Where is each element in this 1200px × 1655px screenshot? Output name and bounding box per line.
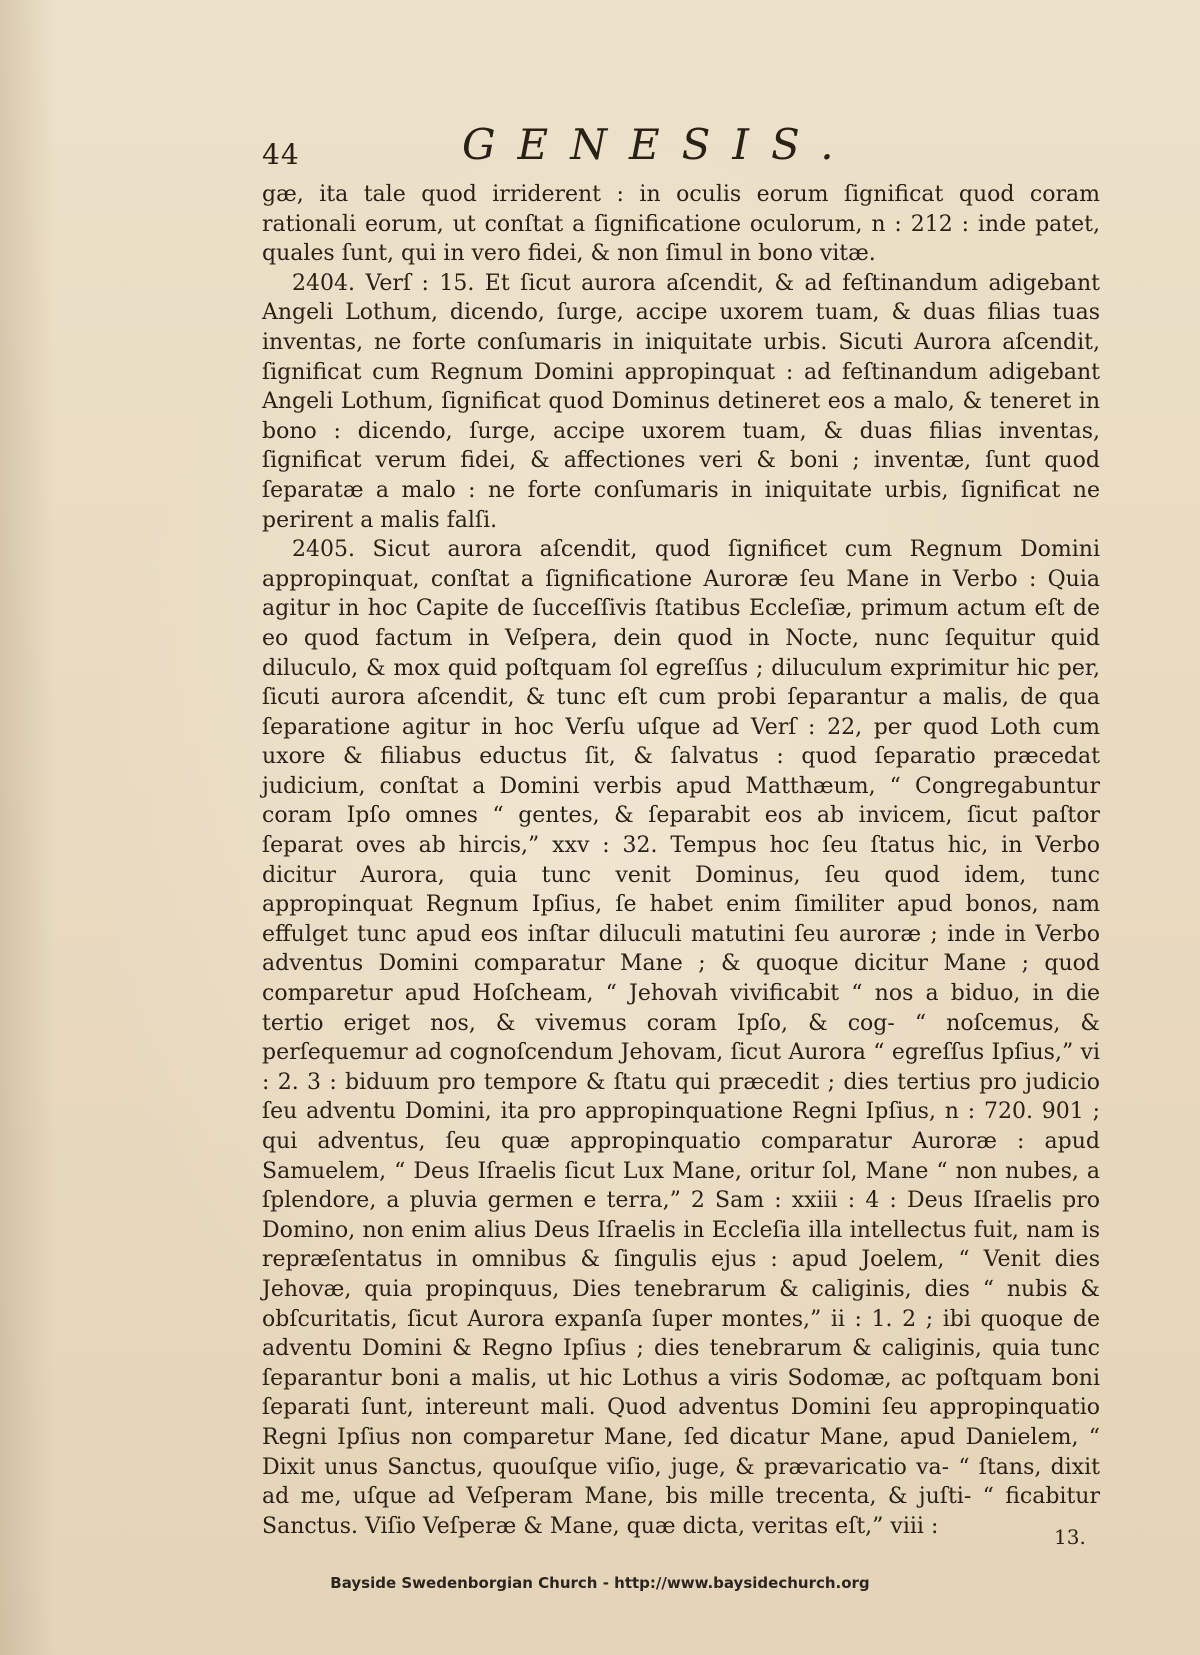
paragraph-2404: 2404. Verſ : 15. Et ſicut aurora aſcendit, & ad feſtinandum adigebant Angeli Lothum, dicendo, ſurge, accipe uxorem tuam, & duas filias tuas inventas, ne forte conſumaris in iniquitate urbis. Sicuti Aurora aſcendit, ſignificat cum Regnum Domini appropinquat : ad feſtinandum adigebant Angeli Lothum, ſignificat quod Dominus detineret eos a malo, & teneret in bono : dicendo, ſurge, accipe uxorem tuam, & duas filias inventas, ſignificat verum fidei, & affectiones veri & boni ; inventæ, ſunt quod ſeparatæ a malo : ne forte conſumaris in iniquitate urbis, ſignificat ne perirent a malis falſi. [262,270,1100,533]
running-title: GENESIS. [462,120,856,169]
page-number: 44 [262,138,300,171]
body-text [262,180,1100,1541]
page-header [262,120,1122,176]
footer-credit: Bayside Swedenborgian Church - http://www.baysidechurch.org [330,1574,870,1592]
paragraph-continuation: gæ, ita tale quod irriderent : in oculis eorum ſignificat quod coram rationali eorum, ut conſtat a ſignificatione oculorum, n : 212 : inde patet, quales ſunt, qui in vero fidei, & non ſimul in bono vitæ. [262,182,1100,267]
catchword: 13. [1054,1525,1086,1549]
paragraph-2405: 2405. Sicut aurora aſcendit, quod ſignificet cum Regnum Domini appropinquat, conſtat a ſignificatione Auroræ ſeu Mane in Verbo : Quia agitur in hoc Capite de ſucceſſivis ſtatibus Eccleſiæ, primum actum eſt de eo quod factum in Veſpera, dein quod in Nocte, nunc ſequitur quid diluculo, & mox quid poſtquam ſol egreſſus ; diluculum exprimitur hic per, ſicuti aurora aſcendit, & tunc eſt cum probi ſeparantur a malis, de qua ſeparatione agitur in hoc Verſu uſque ad Verſ : 22, per quod Loth cum uxore & filiabus eductus ſit, & ſalvatus : quod ſeparatio præcedat judicium, conſtat a Domini verbis apud Matthæum, “ Congregabuntur coram Ipſo omnes “ gentes, & ſeparabit eos ab invicem, ſicut paſtor ſeparat oves ab hircis,” xxv : 32. Tempus hoc ſeu ſtatus hic, in Verbo dicitur Aurora, quia tunc venit Dominus, ſeu quod idem, tunc appropinquat Regnum Ipſius, ſe habet enim ſimiliter apud bonos, nam effulget tunc apud eos inſtar diluculi matutini ſeu auroræ ; inde in Verbo adventus Domini comparatur Mane ; & quoque dicitur Mane ; quod comparetur apud Hoſcheam, “ Jehovah vivificabit “ nos a biduo, in die tertio eriget nos, & vivemus coram Ipſo, & cog- “ noſcemus, & perſequemur ad cognoſcendum Jehovam, ſicut Aurora “ egreſſus Ipſius,” vi : 2. 3 : biduum pro tempore & ſtatu qui præcedit ; dies tertius pro judicio ſeu adventu Domini, ita pro appropinquatione Regni Ipſius, n : 720. 901 ; qui adventus, ſeu quæ appropinquatio comparatur Auroræ : apud Samuelem, “ Deus Iſraelis ſicut Lux Mane, oritur ſol, Mane “ non nubes, a ſplendore, a pluvia germen e terra,” 2 Sam : xxiii : 4 : Deus Iſraelis pro Domino, non enim alius Deus Iſraelis in Eccleſia illa intellectus fuit, nam is repræſentatus in omnibus & ſingulis ejus : apud Joelem, “ Venit dies Jehovæ, quia propinquus, Dies tenebrarum & caliginis, dies “ nubis & obſcuritatis, ſicut Aurora expanſa ſuper montes,” ii : 1. 2 ; ibi quoque de adventu Domini & Regno Ipſius ; dies tenebrarum & caliginis, quia tunc ſeparantur boni a malis, ut hic Lothus a viris Sodomæ, ac poſtquam boni ſeparati ſunt, intereunt mali. Quod adventus Domini ſeu appropinquatio Regni Ipſius non comparetur Mane, ſed dicatur Mane, apud Danielem, “ Dixit unus Sanctus, quouſque viſio, juge, & prævaricatio va- “ ſtans, dixit ad me, uſque ad Veſperam Mane, bis mille trecenta, & juſti- “ ficabitur Sanctus. Viſio Veſperæ & Mane, quæ dicta, veritas eſt,” viii : [262,537,1100,1539]
